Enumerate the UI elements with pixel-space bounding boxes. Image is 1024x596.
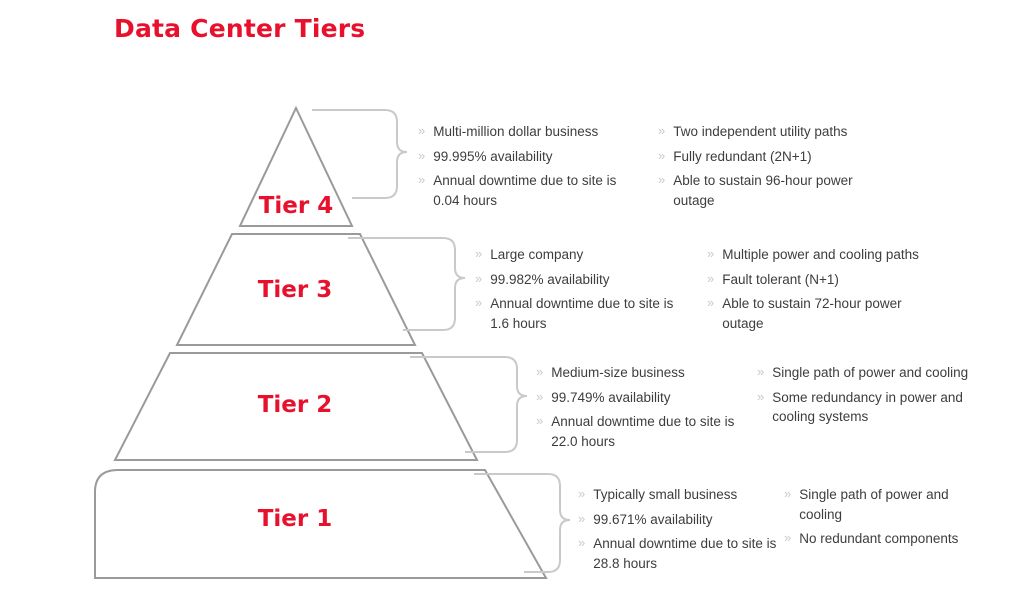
tier-2-left-bullets — [536, 363, 741, 456]
chevron-bullet-icon: » — [536, 364, 544, 379]
bullet-text: Able to sustain 72-hour power outage — [722, 296, 902, 331]
bullet-text: Annual downtime due to site is 28.8 hours — [593, 536, 777, 571]
list-item — [757, 363, 982, 383]
bullet-text: 99.749% availability — [551, 389, 671, 405]
bullet-text: Annual downtime due to site is 1.6 hours — [490, 296, 674, 331]
bullet-text: Able to sustain 96-hour power outage — [673, 173, 853, 208]
bullet-text: Typically small business — [593, 487, 738, 502]
tier-3-right-bullets — [707, 245, 942, 338]
list-item — [658, 122, 888, 142]
bullet-text: Multiple power and cooling paths — [722, 247, 919, 262]
tier-3-left-bullets — [475, 245, 690, 338]
bullet-text: Fully redundant (2N+1) — [673, 148, 812, 164]
list-item — [707, 294, 942, 333]
list-item — [757, 388, 982, 427]
list-item — [658, 171, 888, 210]
tier-1-label: Tier 1 — [257, 506, 333, 532]
list-item — [784, 485, 974, 524]
tier-4-right-bullets — [658, 122, 888, 215]
bullet-text: Annual downtime due to site is 0.04 hours — [433, 173, 617, 208]
bullet-text: Single path of power and cooling — [799, 487, 949, 522]
list-item — [418, 147, 633, 167]
bullet-text: Large company — [490, 247, 584, 262]
bullet-text: Some redundancy in power and cooling systems — [772, 389, 963, 425]
bullet-text: 99.995% availability — [433, 148, 553, 164]
chevron-bullet-icon: » — [707, 270, 715, 286]
bullet-text: 99.671% availability — [593, 511, 713, 527]
tier-1-right-bullets — [784, 485, 974, 554]
list-item — [536, 363, 741, 383]
tier-4-label: Tier 4 — [258, 193, 334, 219]
list-item — [578, 510, 783, 530]
chevron-bullet-icon: » — [418, 172, 426, 188]
bullet-text: Multi-million dollar business — [433, 124, 599, 139]
bullet-text: Medium-size business — [551, 365, 685, 380]
list-item — [707, 245, 942, 265]
list-item — [418, 171, 633, 210]
list-item — [578, 485, 783, 505]
list-item — [475, 270, 690, 290]
tier-2-right-bullets — [757, 363, 982, 432]
chevron-bullet-icon: » — [475, 246, 483, 261]
list-item — [475, 245, 690, 265]
list-item — [418, 122, 633, 142]
list-item — [536, 388, 741, 408]
chevron-bullet-icon: » — [658, 123, 666, 138]
bullet-text: Two independent utility paths — [673, 124, 848, 139]
chevron-bullet-icon: » — [475, 270, 483, 286]
list-item — [536, 412, 741, 451]
chevron-bullet-icon: » — [757, 388, 765, 404]
list-item — [707, 270, 942, 290]
chevron-bullet-icon: » — [578, 486, 586, 501]
chevron-bullet-icon: » — [757, 364, 765, 379]
chevron-bullet-icon: » — [418, 123, 426, 138]
bullet-text: Fault tolerant (N+1) — [722, 271, 839, 287]
chevron-bullet-icon: » — [658, 172, 666, 188]
chevron-bullet-icon: » — [707, 246, 715, 261]
list-item — [578, 534, 783, 573]
bullet-text: Single path of power and cooling — [772, 365, 969, 380]
bullet-text: 99.982% availability — [490, 271, 610, 287]
list-item — [784, 529, 974, 549]
chevron-bullet-icon: » — [784, 486, 792, 501]
chevron-bullet-icon: » — [418, 147, 426, 163]
tier-2-label: Tier 2 — [257, 392, 333, 418]
page-title: Data Center Tiers — [114, 14, 366, 43]
tier-3-label: Tier 3 — [257, 277, 333, 303]
bullet-text: Annual downtime due to site is 22.0 hours — [551, 414, 735, 449]
chevron-bullet-icon: » — [578, 510, 586, 526]
tier-4-left-bullets — [418, 122, 633, 215]
list-item — [658, 147, 888, 167]
chevron-bullet-icon: » — [536, 388, 544, 404]
chevron-bullet-icon: » — [784, 530, 792, 546]
chevron-bullet-icon: » — [707, 295, 715, 311]
tier-1-left-bullets — [578, 485, 783, 578]
bullet-text: No redundant components — [799, 531, 959, 547]
chevron-bullet-icon: » — [475, 295, 483, 311]
chevron-bullet-icon: » — [536, 413, 544, 429]
list-item — [475, 294, 690, 333]
chevron-bullet-icon: » — [578, 535, 586, 551]
chevron-bullet-icon: » — [658, 147, 666, 163]
